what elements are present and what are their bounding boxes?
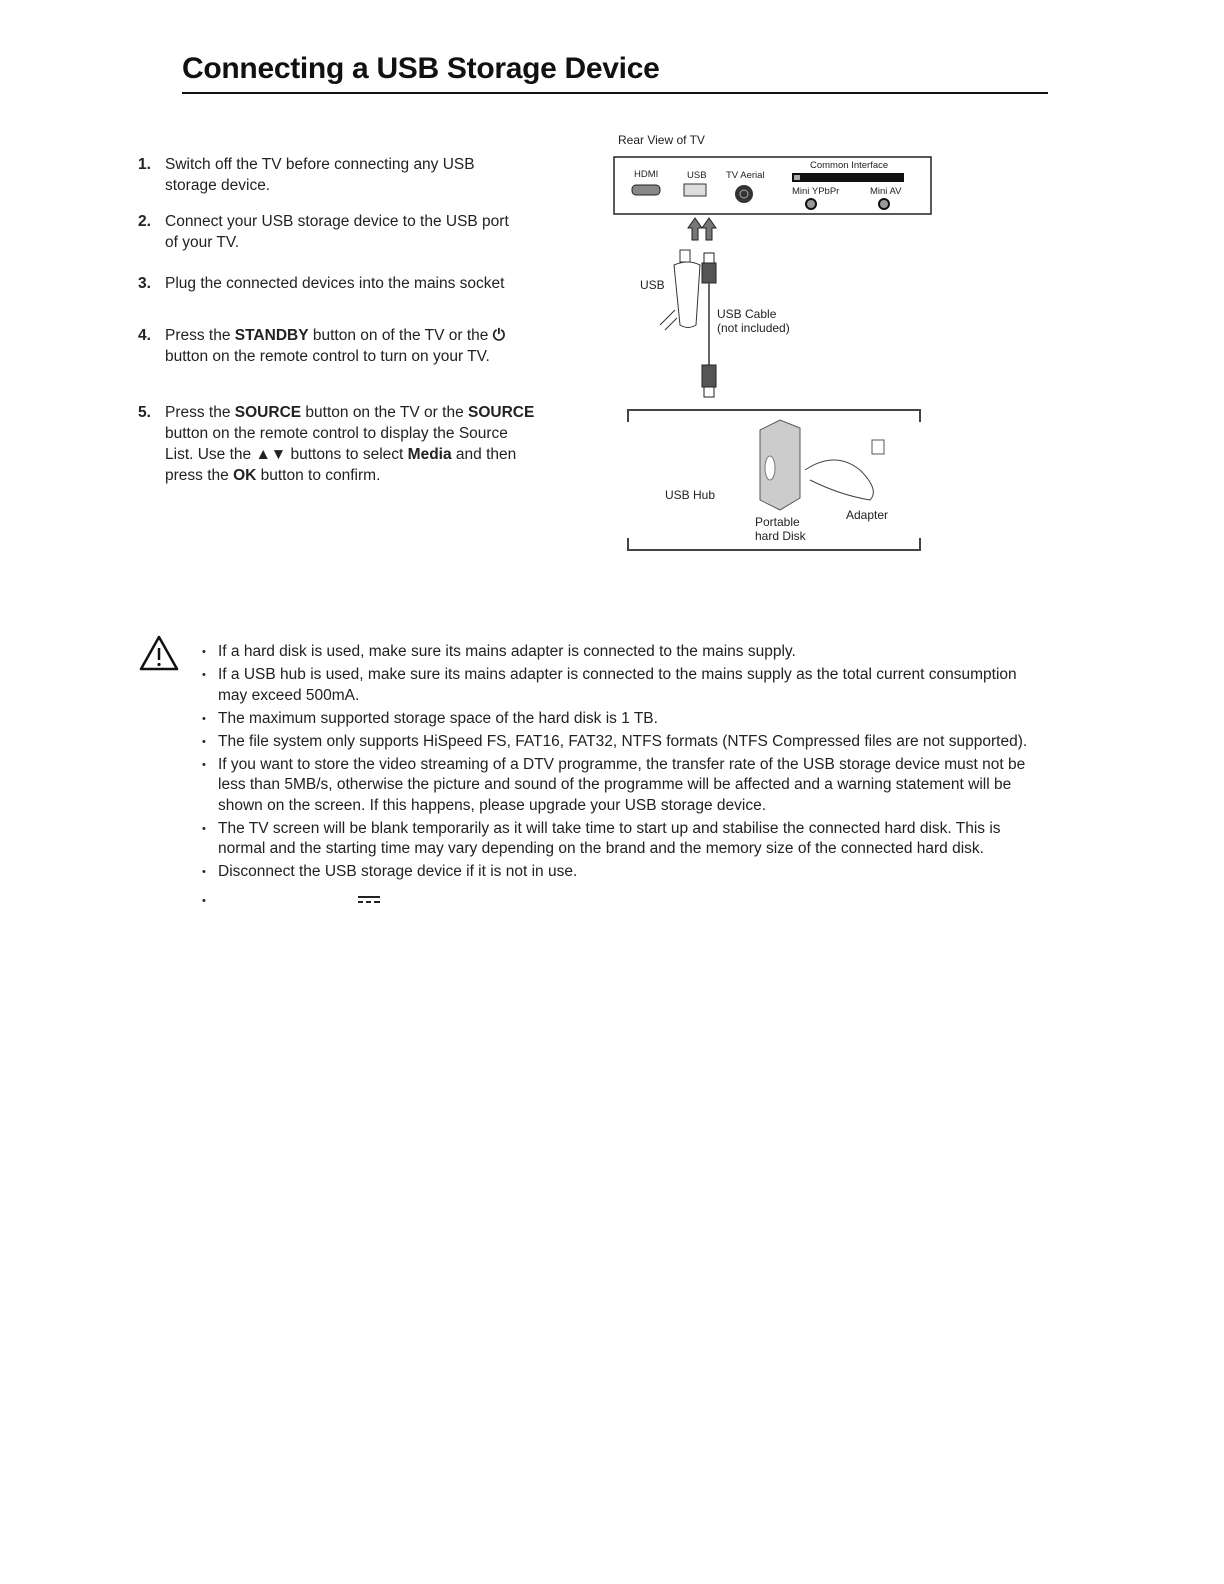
- usb-stick-label: USB: [640, 278, 665, 292]
- step-number: 4.: [138, 327, 151, 344]
- power-icon: ⏻: [492, 327, 505, 344]
- adapter-icon: [805, 460, 873, 500]
- ypbpr-port-icon: [806, 199, 816, 209]
- slot-marker: [794, 175, 800, 180]
- disk-label: Portable: [755, 515, 800, 529]
- note-item: • The file system only supports HiSpeed FS, FAT16, FAT32, NTFS formats (NTFS Compressed files are not supported).: [200, 732, 1040, 753]
- text: button on the remote control to display the Source List. Use the: [165, 425, 508, 463]
- source-label: SOURCE: [234, 404, 302, 421]
- step-number: 2.: [138, 213, 151, 230]
- arrow-up-icon: [688, 218, 702, 240]
- warning-icon: [138, 634, 180, 672]
- cable-label: USB Cable: [717, 307, 777, 321]
- note-item: • The TV screen will be blank temporarily as it will take time to start up and stabilise the connected hard disk. This is normal and the starting time may vary depending on the brand and the memory size of the connected hard disk.: [200, 819, 1040, 860]
- step-1: [138, 154, 538, 196]
- step-2: [138, 211, 538, 253]
- usb-port-label: USB: [687, 170, 707, 181]
- connection-diagram: [600, 150, 940, 560]
- hdmi-port-icon: [632, 185, 660, 195]
- text: button to confirm.: [256, 467, 381, 484]
- note-item: • If a hard disk is used, make sure its mains adapter is connected to the mains supply.: [200, 642, 1040, 663]
- disk-label-2: hard Disk: [755, 529, 806, 543]
- ypbpr-label: Mini YPbPr: [792, 186, 840, 197]
- dc-symbol-icon: [358, 896, 380, 904]
- text: buttons to select: [286, 446, 408, 463]
- text: button on of the TV or the: [308, 327, 493, 344]
- title-rule: [182, 92, 1048, 94]
- usb-port-icon: [684, 184, 706, 196]
- note-item: • If you want to store the video streaming of a DTV programme, the transfer rate of the USB storage device must not be less than 5MB/s, otherwise the picture and sound of the programme will be affected and a warning statement will be shown on the screen. If this happens, please upgrade your USB storage device.: [200, 755, 1040, 817]
- cable-plug-bottom: [702, 365, 716, 387]
- step-5: [138, 402, 538, 486]
- step-4: [138, 325, 538, 367]
- text: button on the TV or the: [301, 404, 468, 421]
- step-number: 5.: [138, 404, 151, 421]
- cable-plug-tip: [704, 387, 714, 397]
- note-item: • If a USB hub is used, make sure its mains adapter is connected to the mains supply as the total current consumption may exceed 500mA.: [200, 665, 1040, 706]
- media-label: Media: [407, 446, 452, 463]
- step-number: 1.: [138, 156, 151, 173]
- usb-hub-label: USB Hub: [665, 488, 716, 502]
- note-item: • The maximum supported storage space of the hard disk is 1 TB.: [200, 709, 1040, 730]
- arrow-up-icon: [702, 218, 716, 240]
- plug-icon: [872, 440, 884, 454]
- page-title: Connecting a USB Storage Device: [182, 52, 660, 85]
- text: Press the: [165, 404, 235, 421]
- hand-icon: [660, 310, 677, 330]
- source-label: SOURCE: [468, 404, 535, 421]
- step-text: Switch off the TV before connecting any USB storage device.: [165, 156, 475, 194]
- ok-label: OK: [233, 467, 257, 484]
- up-down-arrows-icon: ▲▼: [255, 446, 287, 463]
- rear-view-label: Rear View of TV: [618, 133, 705, 147]
- cable-note: (not included): [717, 321, 790, 335]
- aerial-label: TV Aerial: [726, 170, 765, 181]
- notes-list: [200, 642, 1040, 914]
- common-interface-slot: [792, 173, 904, 182]
- miniav-label: Mini AV: [870, 186, 902, 197]
- note-item: • Disconnect the USB storage device if it is not in use.: [200, 862, 1040, 883]
- common-interface-label: Common Interface: [810, 160, 889, 171]
- text: button on the remote control to turn on your TV.: [165, 348, 490, 365]
- step-text: Connect your USB storage device to the USB port of your TV.: [165, 213, 509, 251]
- step-text: Plug the connected devices into the mains socket: [165, 275, 505, 292]
- step-3: [138, 273, 538, 294]
- note-item-empty: [200, 891, 1040, 912]
- aerial-port-icon: [735, 185, 753, 203]
- av-port-icon: [879, 199, 889, 209]
- text: and then press the: [165, 446, 517, 484]
- cable-plug-top: [704, 253, 714, 263]
- disk-light: [765, 456, 775, 480]
- hdmi-label: HDMI: [634, 169, 659, 180]
- usb-stick-icon: [674, 250, 700, 328]
- text: Press the: [165, 327, 235, 344]
- standby-label: STANDBY: [234, 327, 309, 344]
- step-text: [165, 402, 535, 486]
- cable-plug-body: [702, 263, 716, 283]
- adapter-label: Adapter: [846, 508, 889, 522]
- step-text: [165, 325, 525, 367]
- step-number: 3.: [138, 275, 151, 292]
